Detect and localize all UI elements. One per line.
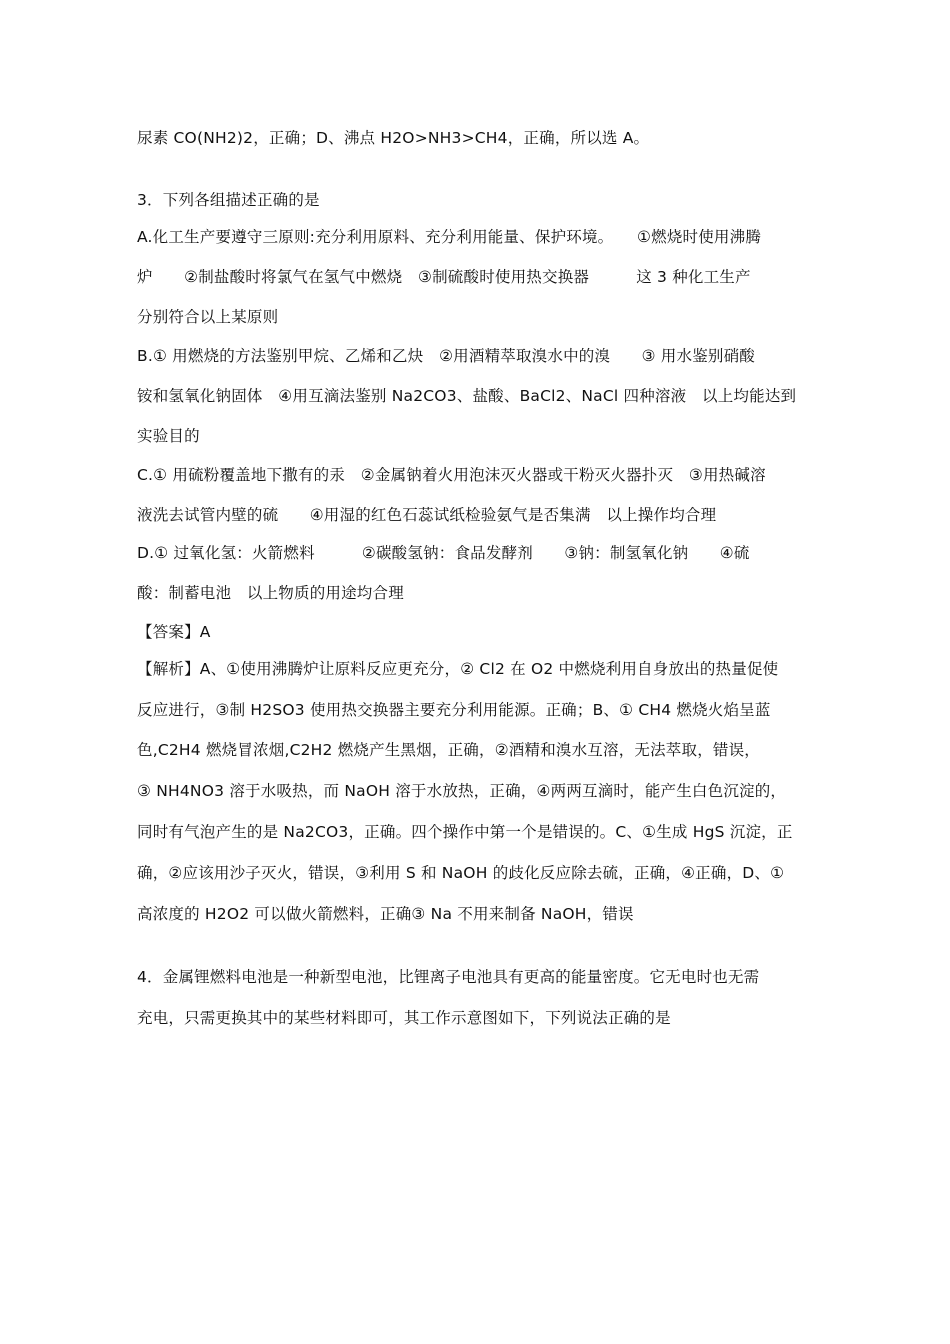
option-a-line-1: A.化工生产要遵守三原则:充分利用原料、充分利用能量、保护环境。 ①燃烧时使用沸腾	[137, 228, 762, 246]
answer-label: 【答案】A	[137, 623, 211, 641]
analysis-line-2: 反应进行，③制 H2SO3 使用热交换器主要充分利用能源。正确；B、① CH4 燃烧火焰呈蓝	[137, 701, 771, 719]
option-c-line-1: C.① 用硫粉覆盖地下撒有的汞 ②金属钠着火用泡沫灭火器或干粉灭火器扑灭 ③用热碱溶	[137, 466, 766, 484]
analysis-line-3: 色,C2H4 燃烧冒浓烟,C2H2 燃烧产生黑烟，正确，②酒精和溴水互溶，无法萃取，错误，	[137, 741, 761, 759]
analysis-line-5: 同时有气泡产生的是 Na2CO3，正确。四个操作中第一个是错误的。C、①生成 HgS 沉淀，正	[137, 823, 793, 841]
analysis-line-1: 【解析】A、①使用沸腾炉让原料反应更充分，② Cl2 在 O2 中燃烧利用自身放出的热量促使	[137, 660, 779, 678]
text-line: 尿素 CO(NH2)2，正确；D、沸点 H2O>NH3>CH4，正确，所以选 A。	[137, 129, 650, 147]
option-d-line-1: D.① 过氧化氢：火箭燃料 ②碳酸氢钠：食品发酵剂 ③钠：制氢氧化钠 ④硫	[137, 544, 750, 562]
question-4-line-1: 4．金属锂燃料电池是一种新型电池，比锂离子电池具有更高的能量密度。它无电时也无需	[137, 968, 760, 986]
option-b-line-3: 实验目的	[137, 427, 200, 445]
option-a-line-3: 分别符合以上某原则	[137, 308, 279, 326]
option-d-line-2: 酸：制蓄电池 以上物质的用途均合理	[137, 584, 404, 602]
option-c-line-2: 液洗去试管内壁的硫 ④用湿的红色石蕊试纸检验氨气是否集满 以上操作均合理	[137, 506, 717, 524]
question-4-line-2: 充电，只需更换其中的某些材料即可，其工作示意图如下，下列说法正确的是	[137, 1009, 671, 1027]
analysis-line-6: 确，②应该用沙子灭火，错误，③利用 S 和 NaOH 的歧化反应除去硫，正确，④正确，D、①	[137, 864, 785, 882]
analysis-line-4: ③ NH4NO3 溶于水吸热，而 NaOH 溶于水放热，正确，④两两互滴时，能产生白色沉淀的，	[137, 782, 787, 800]
question-3-heading: 3．下列各组描述正确的是	[137, 191, 320, 209]
option-b-line-2: 铵和氢氧化钠固体 ④用互滴法鉴别 Na2CO3、盐酸、BaCl2、NaCl 四种溶液 以上均能达到	[137, 387, 797, 405]
option-a-line-2: 炉 ②制盐酸时将氯气在氢气中燃烧 ③制硫酸时使用热交换器 这 3 种化工生产	[137, 268, 751, 286]
analysis-line-7: 高浓度的 H2O2 可以做火箭燃料，正确③ Na 不用来制备 NaOH，错误	[137, 905, 634, 923]
option-b-line-1: B.① 用燃烧的方法鉴别甲烷、乙烯和乙炔 ②用酒精萃取溴水中的溴 ③ 用水鉴别硝酸	[137, 347, 756, 365]
